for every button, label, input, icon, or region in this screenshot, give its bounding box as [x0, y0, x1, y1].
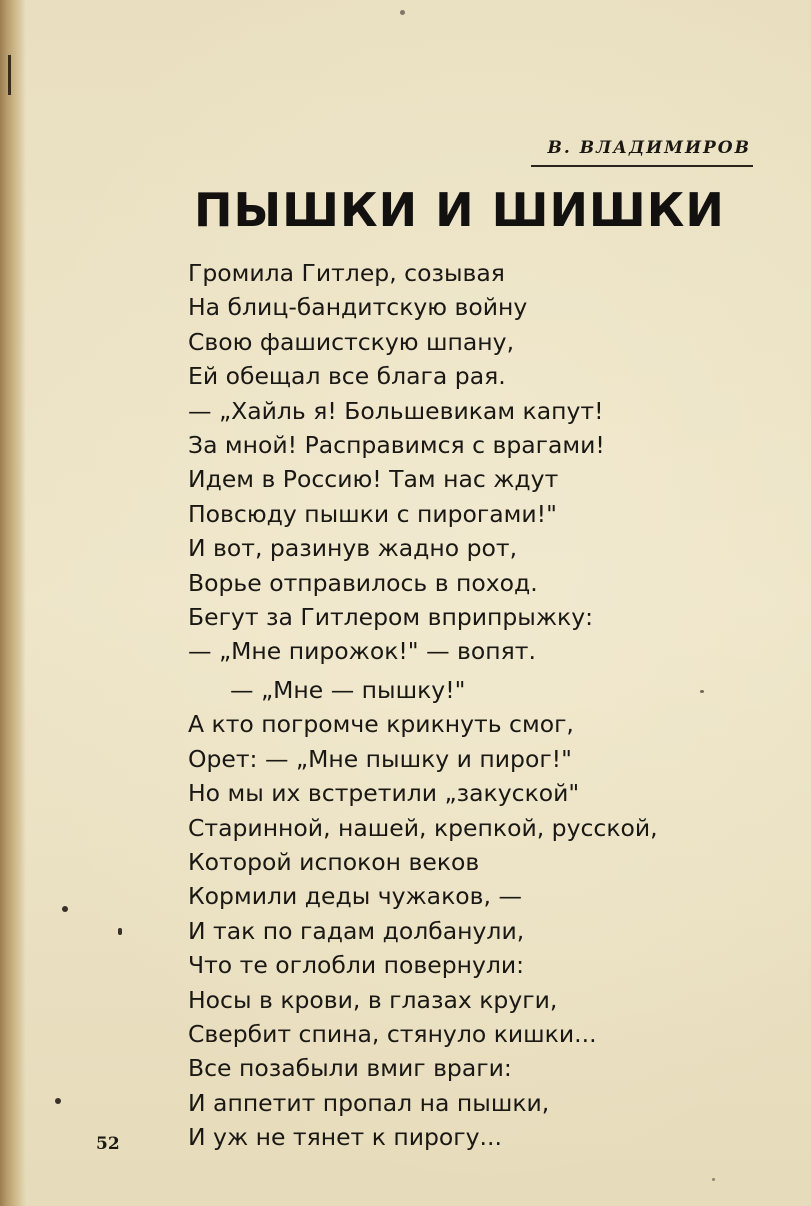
poem-line: Свербит спина, стянуло кишки... [188, 1019, 597, 1048]
page-number: 52 [96, 1134, 120, 1154]
paper-speck [118, 928, 122, 935]
poem-line: Бегут за Гитлером вприпрыжку: [188, 603, 594, 632]
paper-speck [62, 906, 68, 912]
poem-line: Которой испокон веков [188, 847, 480, 876]
poem-line: И так по гадам долбанули, [188, 916, 525, 945]
poem-line: Все позабыли вмиг враги: [188, 1054, 512, 1083]
poem-line: Ворье отправилось в поход. [188, 568, 538, 597]
author-name: В. ВЛАДИМИРОВ [547, 138, 751, 158]
poem-line: Старинной, нашей, крепкой, русской, [188, 813, 658, 842]
paper-speck [700, 690, 704, 693]
poem-line: — „Мне — пышку!" [230, 675, 466, 704]
poem-line: За мной! Расправимся с врагами! [188, 431, 605, 460]
paper-speck [712, 1178, 715, 1181]
poem-line: А кто погромче крикнуть смог, [188, 710, 574, 739]
poem-line: Но мы их встретили „закуской" [188, 779, 580, 808]
poem-line: Носы в крови, в глазах круги, [188, 985, 558, 1014]
poem-line: Свою фашистскую шпану, [188, 327, 515, 356]
paper-speck [55, 1098, 61, 1104]
poem-line: Что те оглобли повернули: [188, 951, 525, 980]
poem-line: И аппетит пропал на пышки, [188, 1088, 550, 1117]
poem-line: Ей обещал все блага рая. [188, 362, 506, 391]
poem-line: Повсюду пышки с пирогами!" [188, 499, 557, 528]
poem-line: Идем в Россию! Там нас ждут [188, 465, 559, 494]
poem-line: Кормили деды чужаков, — [188, 882, 522, 911]
poem-line: — „Мне пирожок!" — вопят. [188, 637, 536, 666]
poem-line: На блиц-бандитскую войну [188, 293, 528, 322]
poem-body [188, 256, 658, 1155]
author-underline [531, 165, 753, 167]
paper-speck [400, 10, 405, 15]
poem-title: ПЫШКИ И ШИШКИ [194, 183, 725, 237]
poem-line: И вот, разинув жадно рот, [188, 534, 518, 563]
poem-line: Громила Гитлер, созывая [188, 259, 505, 287]
poem-line: — „Хайль я! Большевикам капут! [188, 396, 604, 425]
poem-line: И уж не тянет к пирогу... [188, 1123, 502, 1152]
page-binding-edge [0, 0, 26, 1206]
poem-line: Орет: — „Мне пышку и пирог!" [188, 744, 572, 773]
binding-mark [8, 55, 11, 95]
